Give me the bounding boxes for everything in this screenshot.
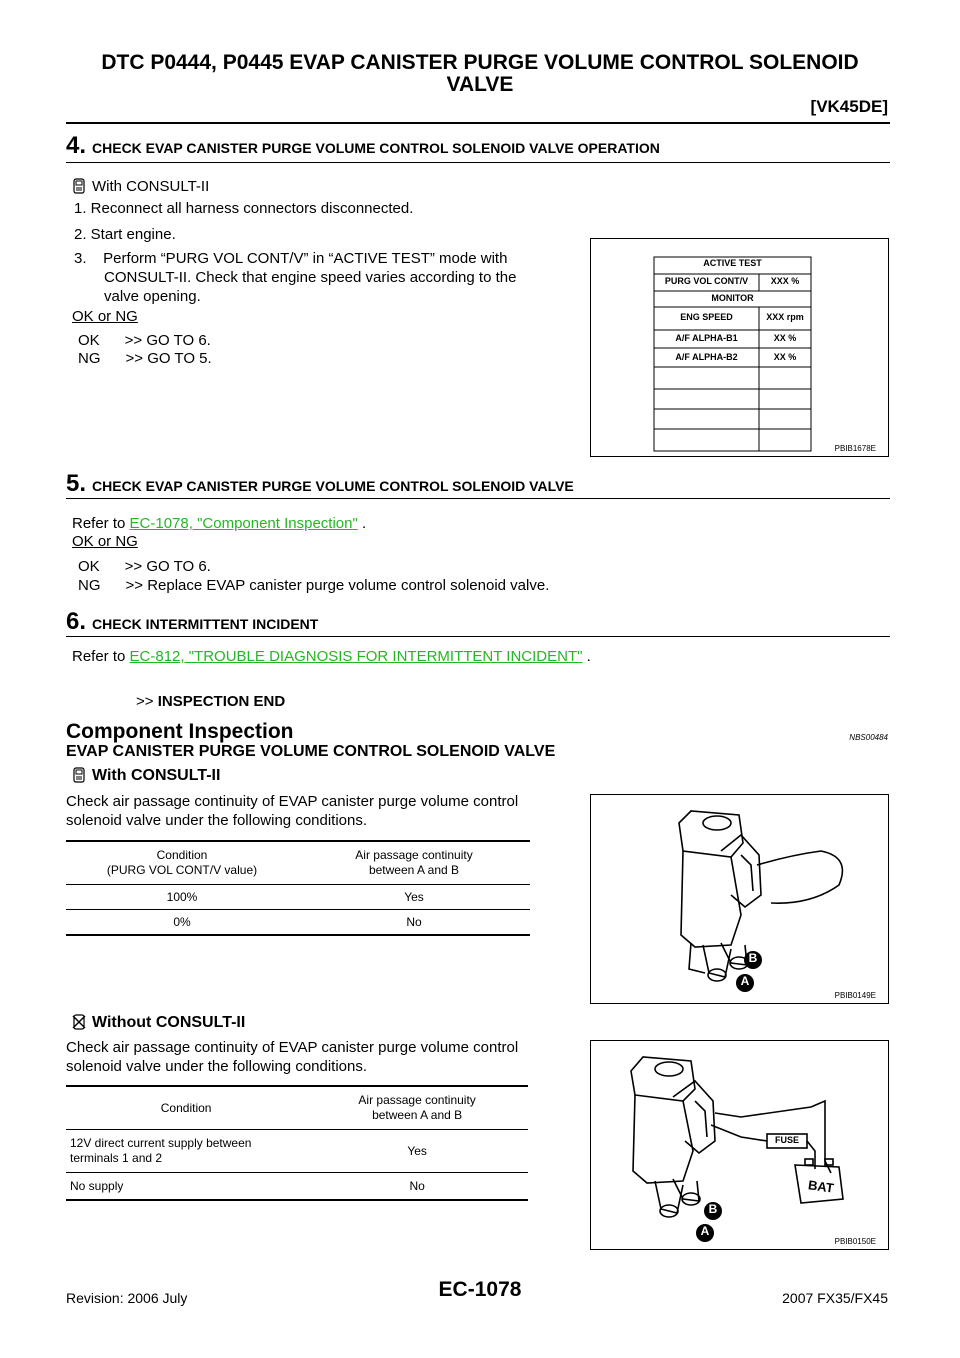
label-fuse: FUSE bbox=[774, 1135, 799, 1145]
figure-code: PBIB0150E bbox=[834, 1237, 876, 1246]
comp-desc-line4: solenoid valve under the following conditions. bbox=[66, 1058, 368, 1075]
solenoid-figure-1 bbox=[590, 794, 889, 1004]
step6-rule bbox=[66, 636, 890, 637]
page-number: EC-1078 bbox=[438, 1278, 522, 1301]
table-cell: 100% bbox=[166, 890, 198, 904]
step5-ng: NG >> Replace EVAP canister purge volume control solenoid valve. bbox=[78, 577, 550, 594]
step4-ok-or-ng: OK or NG bbox=[72, 308, 138, 325]
step5-refer: Refer to EC-1078, "Component Inspection" . bbox=[72, 515, 367, 532]
step4-item-3-cont1: CONSULT-II. Check that engine speed varies according to the bbox=[104, 269, 517, 286]
table-cell: No bbox=[409, 1179, 425, 1193]
consult-icon bbox=[72, 178, 86, 194]
step5-heading: 5. CHECK EVAP CANISTER PURGE VOLUME CONTROL SOLENOID VALVE bbox=[66, 470, 574, 497]
step4-ok: OK >> GO TO 6. bbox=[78, 332, 211, 349]
step6-refer: Refer to EC-812, "TROUBLE DIAGNOSIS FOR INTERMITTENT INCIDENT" . bbox=[72, 648, 591, 665]
step4-ng: NG >> GO TO 5. bbox=[78, 350, 212, 367]
table-cell: 12V direct current supply between terminals 1 and 2 bbox=[70, 1136, 252, 1165]
no-consult-icon bbox=[72, 1014, 86, 1030]
table-cell: Yes bbox=[404, 890, 424, 904]
figure-code: PBIB0149E bbox=[834, 991, 876, 1000]
step5-ok: OK >> GO TO 6. bbox=[78, 558, 211, 575]
step6-end: >> INSPECTION END bbox=[136, 693, 286, 710]
table-with-consult bbox=[66, 840, 530, 936]
table-cell: No bbox=[406, 915, 422, 929]
table-cell: 0% bbox=[173, 915, 191, 929]
component-inspection-link[interactable]: EC-1078, "Component Inspection" bbox=[129, 515, 358, 532]
table1-header-continuity: Air passage continuity between A and B bbox=[355, 848, 473, 877]
step5-rule bbox=[66, 498, 890, 499]
section-code: NBS00484 bbox=[849, 733, 888, 742]
comp-without-consult: Without CONSULT-II bbox=[72, 1013, 245, 1033]
eng-speed-label: ENG SPEED bbox=[680, 312, 733, 322]
label-bat: BAT bbox=[807, 1177, 835, 1196]
solenoid-battery-drawing bbox=[591, 1041, 888, 1249]
intermittent-incident-link[interactable]: EC-812, "TROUBLE DIAGNOSIS FOR INTERMITTENT INCIDENT" bbox=[129, 648, 583, 665]
step4-item-3-cont2: valve opening. bbox=[104, 288, 201, 305]
table-cell: No supply bbox=[70, 1179, 124, 1193]
table2-header-continuity: Air passage continuity between A and B bbox=[358, 1093, 476, 1122]
comp-desc-line2: solenoid valve under the following conditions. bbox=[66, 812, 368, 829]
page-title-line1: DTC P0444, P0445 EVAP CANISTER PURGE VOLUME CONTROL SOLENOID bbox=[101, 51, 859, 74]
step4-item-1: 1. Reconnect all harness connectors disconnected. bbox=[74, 200, 414, 217]
label-b: B bbox=[708, 1202, 718, 1216]
comp-desc-line1: Check air passage continuity of EVAP canister purge volume control bbox=[66, 793, 519, 810]
table-cell: Yes bbox=[407, 1144, 427, 1158]
solenoid-figure-2 bbox=[590, 1040, 889, 1250]
section-title: Component Inspection bbox=[66, 720, 294, 743]
consult-icon bbox=[72, 767, 86, 783]
step4-rule bbox=[66, 162, 890, 163]
purg-vol-label: PURG VOL CONT/V bbox=[664, 276, 749, 286]
af-alpha-b2-label: A/F ALPHA-B2 bbox=[675, 352, 738, 362]
table1-header-condition: Condition (PURG VOL CONT/V value) bbox=[106, 848, 258, 877]
eng-speed-value: XXX rpm bbox=[766, 312, 804, 322]
step4-item-3: 3. Perform “PURG VOL CONT/V” in “ACTIVE TEST” mode with bbox=[74, 250, 508, 267]
af-alpha-b1-value: XX % bbox=[773, 333, 797, 343]
page-title-line2: VALVE bbox=[446, 73, 514, 96]
footer-revision: Revision: 2006 July bbox=[66, 1290, 188, 1306]
model-code: [VK45DE] bbox=[810, 97, 888, 116]
label-a: A bbox=[740, 974, 750, 988]
header-rule bbox=[66, 122, 890, 124]
purg-vol-value: XXX % bbox=[770, 276, 800, 286]
step4-item-2: 2. Start engine. bbox=[74, 226, 176, 243]
footer-model: 2007 FX35/FX45 bbox=[782, 1290, 888, 1306]
active-test-screen bbox=[591, 239, 888, 456]
table2-header-condition: Condition bbox=[160, 1101, 212, 1115]
figure-code: PBIB1678E bbox=[834, 444, 876, 453]
comp-desc-line3: Check air passage continuity of EVAP canister purge volume control bbox=[66, 1039, 519, 1056]
active-test-figure bbox=[590, 238, 889, 457]
af-alpha-b2-value: XX % bbox=[773, 352, 797, 362]
monitor-label: MONITOR bbox=[711, 293, 754, 303]
step4-with-consult: With CONSULT-II bbox=[72, 177, 209, 197]
label-b: B bbox=[748, 951, 758, 965]
step5-ok-or-ng: OK or NG bbox=[72, 533, 138, 550]
active-test-label: ACTIVE TEST bbox=[703, 258, 762, 268]
section-subtitle: EVAP CANISTER PURGE VOLUME CONTROL SOLENOID VALVE bbox=[66, 743, 556, 760]
label-a: A bbox=[700, 1224, 710, 1238]
af-alpha-b1-label: A/F ALPHA-B1 bbox=[675, 333, 738, 343]
comp-with-consult: With CONSULT-II bbox=[72, 766, 220, 786]
table-without-consult bbox=[66, 1085, 528, 1201]
step4-heading: 4. CHECK EVAP CANISTER PURGE VOLUME CONTROL SOLENOID VALVE OPERATION bbox=[66, 132, 660, 159]
step6-heading: 6. CHECK INTERMITTENT INCIDENT bbox=[66, 608, 319, 635]
solenoid-valve-drawing bbox=[591, 795, 888, 1003]
